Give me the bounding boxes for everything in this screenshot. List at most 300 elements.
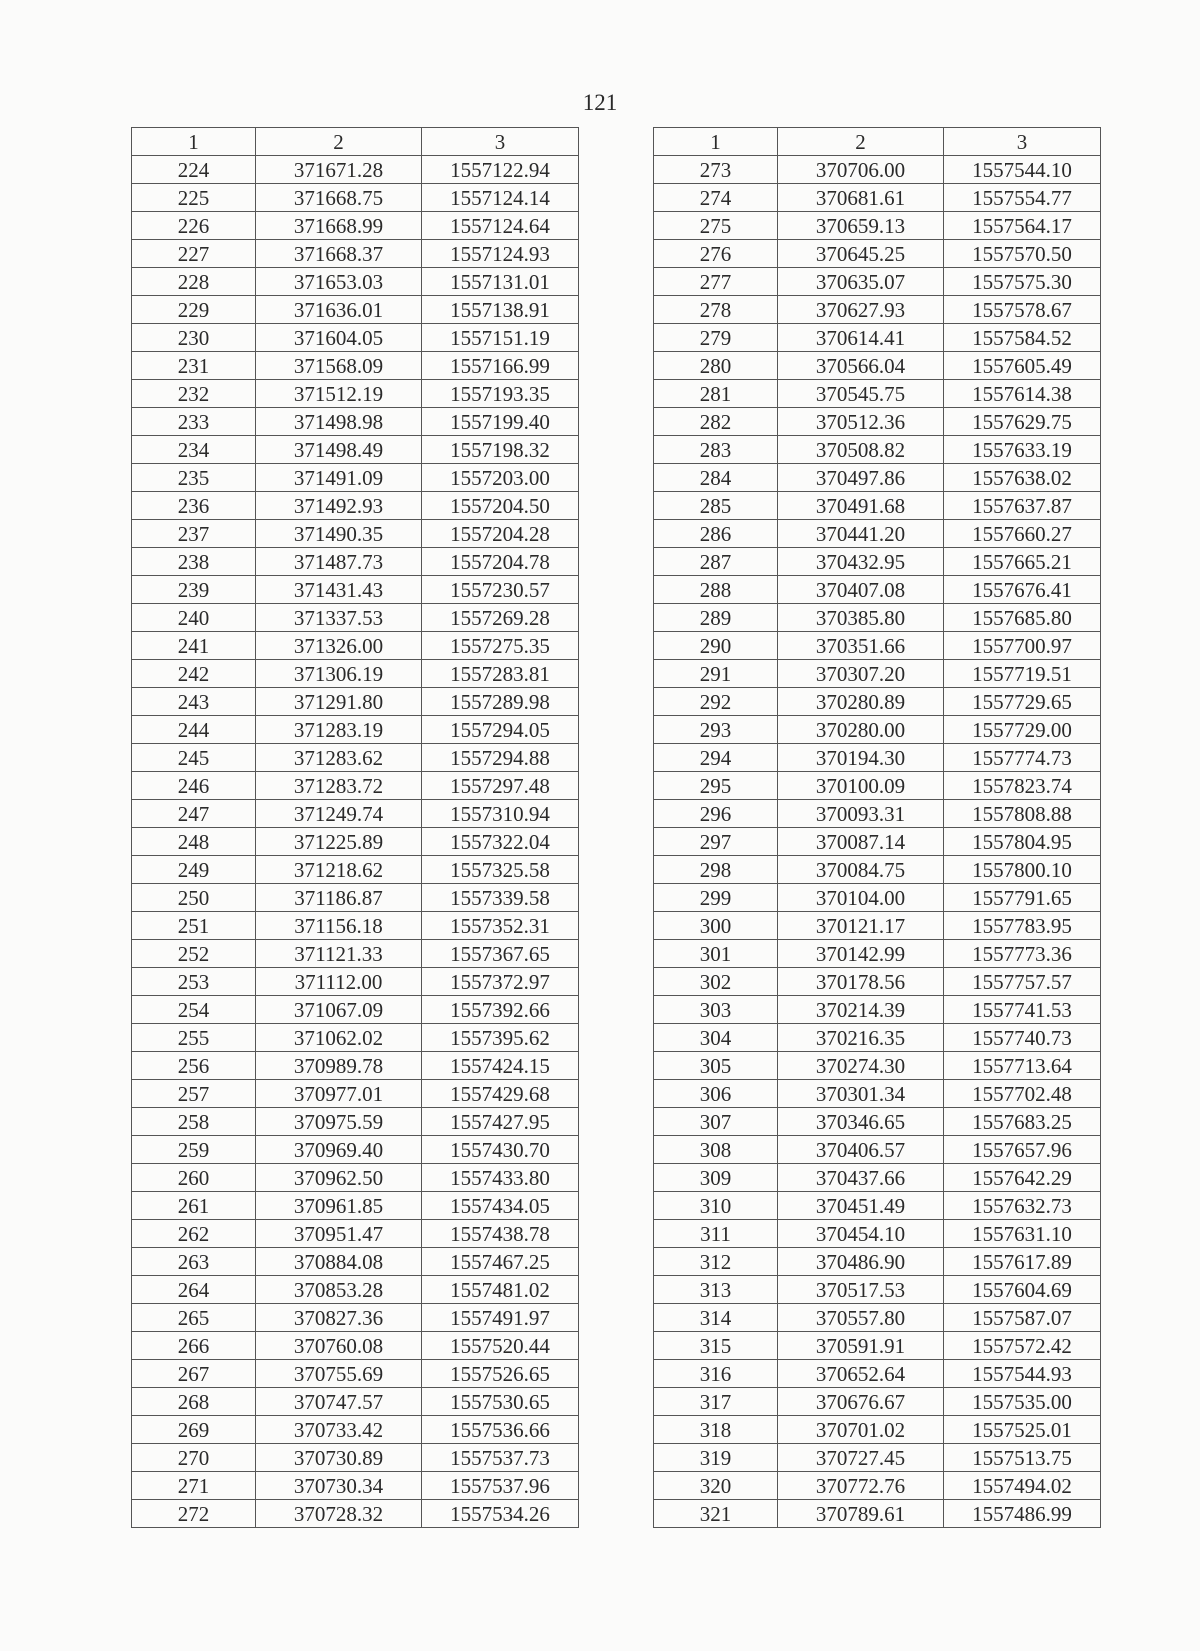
x-coordinate-cell: 371653.03 bbox=[256, 268, 422, 296]
y-coordinate-cell: 1557757.57 bbox=[944, 968, 1101, 996]
y-coordinate-cell: 1557637.87 bbox=[944, 492, 1101, 520]
table-row bbox=[132, 156, 579, 184]
y-coordinate-cell: 1557138.91 bbox=[422, 296, 579, 324]
y-coordinate-cell: 1557685.80 bbox=[944, 604, 1101, 632]
y-coordinate-cell: 1557198.32 bbox=[422, 436, 579, 464]
y-coordinate-cell: 1557481.02 bbox=[422, 1276, 579, 1304]
y-coordinate-cell: 1557544.10 bbox=[944, 156, 1101, 184]
point-number-cell: 289 bbox=[654, 604, 778, 632]
table-row bbox=[132, 604, 579, 632]
point-number-cell: 277 bbox=[654, 268, 778, 296]
x-coordinate-cell: 370557.80 bbox=[778, 1304, 944, 1332]
y-coordinate-cell: 1557774.73 bbox=[944, 744, 1101, 772]
table-row bbox=[132, 268, 579, 296]
y-coordinate-cell: 1557325.58 bbox=[422, 856, 579, 884]
table-row bbox=[132, 800, 579, 828]
x-coordinate-cell: 370441.20 bbox=[778, 520, 944, 548]
table-row bbox=[132, 324, 579, 352]
x-coordinate-cell: 370728.32 bbox=[256, 1500, 422, 1528]
point-number-cell: 257 bbox=[132, 1080, 256, 1108]
point-number-cell: 287 bbox=[654, 548, 778, 576]
y-coordinate-cell: 1557544.93 bbox=[944, 1360, 1101, 1388]
x-coordinate-cell: 370351.66 bbox=[778, 632, 944, 660]
point-number-cell: 244 bbox=[132, 716, 256, 744]
table-row bbox=[654, 1304, 1101, 1332]
table-row bbox=[654, 1248, 1101, 1276]
x-coordinate-cell: 370432.95 bbox=[778, 548, 944, 576]
point-number-cell: 260 bbox=[132, 1164, 256, 1192]
x-coordinate-cell: 370084.75 bbox=[778, 856, 944, 884]
point-number-cell: 286 bbox=[654, 520, 778, 548]
point-number-cell: 243 bbox=[132, 688, 256, 716]
table-row bbox=[132, 660, 579, 688]
table-row bbox=[654, 1360, 1101, 1388]
x-coordinate-cell: 371337.53 bbox=[256, 604, 422, 632]
y-coordinate-cell: 1557537.73 bbox=[422, 1444, 579, 1472]
y-coordinate-cell: 1557604.69 bbox=[944, 1276, 1101, 1304]
y-coordinate-cell: 1557700.97 bbox=[944, 632, 1101, 660]
y-coordinate-cell: 1557584.52 bbox=[944, 324, 1101, 352]
y-coordinate-cell: 1557124.64 bbox=[422, 212, 579, 240]
column-header: 2 bbox=[778, 128, 944, 156]
y-coordinate-cell: 1557564.17 bbox=[944, 212, 1101, 240]
x-coordinate-cell: 371306.19 bbox=[256, 660, 422, 688]
table-row bbox=[654, 772, 1101, 800]
table-header-row bbox=[654, 128, 1101, 156]
y-coordinate-cell: 1557525.01 bbox=[944, 1416, 1101, 1444]
table-row bbox=[132, 1416, 579, 1444]
point-number-cell: 225 bbox=[132, 184, 256, 212]
x-coordinate-cell: 370274.30 bbox=[778, 1052, 944, 1080]
table-row bbox=[654, 660, 1101, 688]
point-number-cell: 274 bbox=[654, 184, 778, 212]
table-row bbox=[132, 856, 579, 884]
x-coordinate-cell: 371186.87 bbox=[256, 884, 422, 912]
y-coordinate-cell: 1557486.99 bbox=[944, 1500, 1101, 1528]
point-number-cell: 233 bbox=[132, 408, 256, 436]
point-number-cell: 226 bbox=[132, 212, 256, 240]
x-coordinate-cell: 370676.67 bbox=[778, 1388, 944, 1416]
point-number-cell: 231 bbox=[132, 352, 256, 380]
point-number-cell: 266 bbox=[132, 1332, 256, 1360]
y-coordinate-cell: 1557537.96 bbox=[422, 1472, 579, 1500]
table-row bbox=[132, 1332, 579, 1360]
point-number-cell: 311 bbox=[654, 1220, 778, 1248]
x-coordinate-cell: 370853.28 bbox=[256, 1276, 422, 1304]
point-number-cell: 249 bbox=[132, 856, 256, 884]
table-row bbox=[132, 1192, 579, 1220]
y-coordinate-cell: 1557429.68 bbox=[422, 1080, 579, 1108]
x-coordinate-cell: 370545.75 bbox=[778, 380, 944, 408]
table-row bbox=[132, 184, 579, 212]
y-coordinate-cell: 1557520.44 bbox=[422, 1332, 579, 1360]
x-coordinate-cell: 371062.02 bbox=[256, 1024, 422, 1052]
x-coordinate-cell: 371326.00 bbox=[256, 632, 422, 660]
table-row bbox=[654, 968, 1101, 996]
x-coordinate-cell: 371668.99 bbox=[256, 212, 422, 240]
y-coordinate-cell: 1557151.19 bbox=[422, 324, 579, 352]
x-coordinate-cell: 371283.72 bbox=[256, 772, 422, 800]
table-row bbox=[654, 268, 1101, 296]
table-row bbox=[132, 548, 579, 576]
y-coordinate-cell: 1557193.35 bbox=[422, 380, 579, 408]
y-coordinate-cell: 1557166.99 bbox=[422, 352, 579, 380]
point-number-cell: 237 bbox=[132, 520, 256, 548]
point-number-cell: 239 bbox=[132, 576, 256, 604]
table-row bbox=[132, 352, 579, 380]
x-coordinate-cell: 370451.49 bbox=[778, 1192, 944, 1220]
table-row bbox=[132, 996, 579, 1024]
y-coordinate-cell: 1557427.95 bbox=[422, 1108, 579, 1136]
point-number-cell: 268 bbox=[132, 1388, 256, 1416]
table-row bbox=[654, 828, 1101, 856]
y-coordinate-cell: 1557535.00 bbox=[944, 1388, 1101, 1416]
y-coordinate-cell: 1557204.50 bbox=[422, 492, 579, 520]
y-coordinate-cell: 1557800.10 bbox=[944, 856, 1101, 884]
y-coordinate-cell: 1557536.66 bbox=[422, 1416, 579, 1444]
point-number-cell: 275 bbox=[654, 212, 778, 240]
point-number-cell: 234 bbox=[132, 436, 256, 464]
table-row bbox=[654, 576, 1101, 604]
y-coordinate-cell: 1557294.88 bbox=[422, 744, 579, 772]
point-number-cell: 271 bbox=[132, 1472, 256, 1500]
point-number-cell: 236 bbox=[132, 492, 256, 520]
y-coordinate-cell: 1557122.94 bbox=[422, 156, 579, 184]
x-coordinate-cell: 371498.49 bbox=[256, 436, 422, 464]
point-number-cell: 283 bbox=[654, 436, 778, 464]
y-coordinate-cell: 1557676.41 bbox=[944, 576, 1101, 604]
point-number-cell: 290 bbox=[654, 632, 778, 660]
table-row bbox=[654, 1164, 1101, 1192]
x-coordinate-cell: 370491.68 bbox=[778, 492, 944, 520]
x-coordinate-cell: 370975.59 bbox=[256, 1108, 422, 1136]
y-coordinate-cell: 1557289.98 bbox=[422, 688, 579, 716]
x-coordinate-cell: 370486.90 bbox=[778, 1248, 944, 1276]
x-coordinate-cell: 370635.07 bbox=[778, 268, 944, 296]
table-row bbox=[654, 996, 1101, 1024]
table-row bbox=[132, 1276, 579, 1304]
point-number-cell: 310 bbox=[654, 1192, 778, 1220]
y-coordinate-cell: 1557491.97 bbox=[422, 1304, 579, 1332]
y-coordinate-cell: 1557791.65 bbox=[944, 884, 1101, 912]
point-number-cell: 301 bbox=[654, 940, 778, 968]
table-row bbox=[132, 464, 579, 492]
table-row bbox=[654, 688, 1101, 716]
point-number-cell: 262 bbox=[132, 1220, 256, 1248]
y-coordinate-cell: 1557534.26 bbox=[422, 1500, 579, 1528]
table-row bbox=[654, 1416, 1101, 1444]
x-coordinate-cell: 370406.57 bbox=[778, 1136, 944, 1164]
point-number-cell: 316 bbox=[654, 1360, 778, 1388]
x-coordinate-cell: 371067.09 bbox=[256, 996, 422, 1024]
x-coordinate-cell: 370961.85 bbox=[256, 1192, 422, 1220]
y-coordinate-cell: 1557632.73 bbox=[944, 1192, 1101, 1220]
y-coordinate-cell: 1557269.28 bbox=[422, 604, 579, 632]
table-row bbox=[654, 520, 1101, 548]
point-number-cell: 252 bbox=[132, 940, 256, 968]
table-row bbox=[654, 1472, 1101, 1500]
table-row bbox=[654, 884, 1101, 912]
y-coordinate-cell: 1557572.42 bbox=[944, 1332, 1101, 1360]
y-coordinate-cell: 1557605.49 bbox=[944, 352, 1101, 380]
point-number-cell: 241 bbox=[132, 632, 256, 660]
table-row bbox=[654, 800, 1101, 828]
table-row bbox=[132, 772, 579, 800]
table-row bbox=[132, 1248, 579, 1276]
point-number-cell: 272 bbox=[132, 1500, 256, 1528]
table-row bbox=[654, 408, 1101, 436]
x-coordinate-cell: 370730.34 bbox=[256, 1472, 422, 1500]
y-coordinate-cell: 1557808.88 bbox=[944, 800, 1101, 828]
y-coordinate-cell: 1557587.07 bbox=[944, 1304, 1101, 1332]
point-number-cell: 284 bbox=[654, 464, 778, 492]
x-coordinate-cell: 370216.35 bbox=[778, 1024, 944, 1052]
point-number-cell: 294 bbox=[654, 744, 778, 772]
table-row bbox=[132, 380, 579, 408]
x-coordinate-cell: 370789.61 bbox=[778, 1500, 944, 1528]
point-number-cell: 279 bbox=[654, 324, 778, 352]
coordinates-table-left bbox=[131, 127, 579, 1528]
table-row bbox=[654, 436, 1101, 464]
table-row bbox=[654, 1192, 1101, 1220]
y-coordinate-cell: 1557199.40 bbox=[422, 408, 579, 436]
table-row bbox=[654, 1052, 1101, 1080]
point-number-cell: 263 bbox=[132, 1248, 256, 1276]
y-coordinate-cell: 1557823.74 bbox=[944, 772, 1101, 800]
point-number-cell: 227 bbox=[132, 240, 256, 268]
x-coordinate-cell: 370104.00 bbox=[778, 884, 944, 912]
y-coordinate-cell: 1557294.05 bbox=[422, 716, 579, 744]
column-header: 3 bbox=[944, 128, 1101, 156]
y-coordinate-cell: 1557124.93 bbox=[422, 240, 579, 268]
y-coordinate-cell: 1557530.65 bbox=[422, 1388, 579, 1416]
x-coordinate-cell: 371498.98 bbox=[256, 408, 422, 436]
column-header: 1 bbox=[132, 128, 256, 156]
point-number-cell: 321 bbox=[654, 1500, 778, 1528]
table-row bbox=[132, 1024, 579, 1052]
y-coordinate-cell: 1557339.58 bbox=[422, 884, 579, 912]
column-header: 1 bbox=[654, 128, 778, 156]
y-coordinate-cell: 1557570.50 bbox=[944, 240, 1101, 268]
point-number-cell: 282 bbox=[654, 408, 778, 436]
x-coordinate-cell: 371668.75 bbox=[256, 184, 422, 212]
x-coordinate-cell: 371668.37 bbox=[256, 240, 422, 268]
x-coordinate-cell: 370454.10 bbox=[778, 1220, 944, 1248]
point-number-cell: 270 bbox=[132, 1444, 256, 1472]
table-row bbox=[654, 184, 1101, 212]
point-number-cell: 246 bbox=[132, 772, 256, 800]
table-row bbox=[132, 744, 579, 772]
x-coordinate-cell: 370884.08 bbox=[256, 1248, 422, 1276]
x-coordinate-cell: 370733.42 bbox=[256, 1416, 422, 1444]
x-coordinate-cell: 370100.09 bbox=[778, 772, 944, 800]
table-row bbox=[654, 492, 1101, 520]
table-row bbox=[132, 576, 579, 604]
point-number-cell: 278 bbox=[654, 296, 778, 324]
y-coordinate-cell: 1557310.94 bbox=[422, 800, 579, 828]
point-number-cell: 314 bbox=[654, 1304, 778, 1332]
y-coordinate-cell: 1557773.36 bbox=[944, 940, 1101, 968]
table-row bbox=[132, 940, 579, 968]
y-coordinate-cell: 1557430.70 bbox=[422, 1136, 579, 1164]
column-header: 2 bbox=[256, 128, 422, 156]
y-coordinate-cell: 1557729.65 bbox=[944, 688, 1101, 716]
y-coordinate-cell: 1557434.05 bbox=[422, 1192, 579, 1220]
point-number-cell: 247 bbox=[132, 800, 256, 828]
x-coordinate-cell: 370307.20 bbox=[778, 660, 944, 688]
table-row bbox=[132, 1080, 579, 1108]
y-coordinate-cell: 1557741.53 bbox=[944, 996, 1101, 1024]
x-coordinate-cell: 370659.13 bbox=[778, 212, 944, 240]
y-coordinate-cell: 1557467.25 bbox=[422, 1248, 579, 1276]
table-row bbox=[654, 156, 1101, 184]
point-number-cell: 255 bbox=[132, 1024, 256, 1052]
point-number-cell: 291 bbox=[654, 660, 778, 688]
point-number-cell: 315 bbox=[654, 1332, 778, 1360]
x-coordinate-cell: 370627.93 bbox=[778, 296, 944, 324]
table-row bbox=[132, 436, 579, 464]
x-coordinate-cell: 370437.66 bbox=[778, 1164, 944, 1192]
table-row bbox=[132, 1108, 579, 1136]
table-row bbox=[654, 1136, 1101, 1164]
y-coordinate-cell: 1557631.10 bbox=[944, 1220, 1101, 1248]
point-number-cell: 238 bbox=[132, 548, 256, 576]
table-row bbox=[654, 296, 1101, 324]
point-number-cell: 259 bbox=[132, 1136, 256, 1164]
y-coordinate-cell: 1557124.14 bbox=[422, 184, 579, 212]
x-coordinate-cell: 370497.86 bbox=[778, 464, 944, 492]
y-coordinate-cell: 1557392.66 bbox=[422, 996, 579, 1024]
point-number-cell: 280 bbox=[654, 352, 778, 380]
coordinates-table-right bbox=[653, 127, 1101, 1528]
table-row bbox=[132, 1052, 579, 1080]
table-row bbox=[654, 352, 1101, 380]
table-row bbox=[654, 1108, 1101, 1136]
table-row bbox=[132, 296, 579, 324]
x-coordinate-cell: 371283.62 bbox=[256, 744, 422, 772]
y-coordinate-cell: 1557297.48 bbox=[422, 772, 579, 800]
x-coordinate-cell: 371121.33 bbox=[256, 940, 422, 968]
point-number-cell: 265 bbox=[132, 1304, 256, 1332]
x-coordinate-cell: 370706.00 bbox=[778, 156, 944, 184]
point-number-cell: 228 bbox=[132, 268, 256, 296]
point-number-cell: 288 bbox=[654, 576, 778, 604]
y-coordinate-cell: 1557230.57 bbox=[422, 576, 579, 604]
y-coordinate-cell: 1557322.04 bbox=[422, 828, 579, 856]
x-coordinate-cell: 370827.36 bbox=[256, 1304, 422, 1332]
y-coordinate-cell: 1557526.65 bbox=[422, 1360, 579, 1388]
point-number-cell: 293 bbox=[654, 716, 778, 744]
x-coordinate-cell: 371512.19 bbox=[256, 380, 422, 408]
y-coordinate-cell: 1557629.75 bbox=[944, 408, 1101, 436]
point-number-cell: 305 bbox=[654, 1052, 778, 1080]
y-coordinate-cell: 1557578.67 bbox=[944, 296, 1101, 324]
point-number-cell: 269 bbox=[132, 1416, 256, 1444]
table-row bbox=[654, 548, 1101, 576]
point-number-cell: 297 bbox=[654, 828, 778, 856]
x-coordinate-cell: 370614.41 bbox=[778, 324, 944, 352]
x-coordinate-cell: 370508.82 bbox=[778, 436, 944, 464]
x-coordinate-cell: 370701.02 bbox=[778, 1416, 944, 1444]
y-coordinate-cell: 1557660.27 bbox=[944, 520, 1101, 548]
x-coordinate-cell: 370517.53 bbox=[778, 1276, 944, 1304]
point-number-cell: 281 bbox=[654, 380, 778, 408]
point-number-cell: 261 bbox=[132, 1192, 256, 1220]
table-row bbox=[132, 688, 579, 716]
table-row bbox=[132, 212, 579, 240]
y-coordinate-cell: 1557275.35 bbox=[422, 632, 579, 660]
x-coordinate-cell: 370747.57 bbox=[256, 1388, 422, 1416]
point-number-cell: 303 bbox=[654, 996, 778, 1024]
table-row bbox=[132, 1304, 579, 1332]
point-number-cell: 300 bbox=[654, 912, 778, 940]
x-coordinate-cell: 370977.01 bbox=[256, 1080, 422, 1108]
y-coordinate-cell: 1557617.89 bbox=[944, 1248, 1101, 1276]
y-coordinate-cell: 1557424.15 bbox=[422, 1052, 579, 1080]
table-row bbox=[654, 240, 1101, 268]
x-coordinate-cell: 371492.93 bbox=[256, 492, 422, 520]
table-row bbox=[654, 856, 1101, 884]
y-coordinate-cell: 1557204.78 bbox=[422, 548, 579, 576]
point-number-cell: 250 bbox=[132, 884, 256, 912]
y-coordinate-cell: 1557372.97 bbox=[422, 968, 579, 996]
point-number-cell: 308 bbox=[654, 1136, 778, 1164]
y-coordinate-cell: 1557433.80 bbox=[422, 1164, 579, 1192]
point-number-cell: 256 bbox=[132, 1052, 256, 1080]
x-coordinate-cell: 370760.08 bbox=[256, 1332, 422, 1360]
y-coordinate-cell: 1557657.96 bbox=[944, 1136, 1101, 1164]
point-number-cell: 273 bbox=[654, 156, 778, 184]
x-coordinate-cell: 371431.43 bbox=[256, 576, 422, 604]
x-coordinate-cell: 370121.17 bbox=[778, 912, 944, 940]
y-coordinate-cell: 1557614.38 bbox=[944, 380, 1101, 408]
x-coordinate-cell: 370280.00 bbox=[778, 716, 944, 744]
x-coordinate-cell: 370178.56 bbox=[778, 968, 944, 996]
y-coordinate-cell: 1557203.00 bbox=[422, 464, 579, 492]
point-number-cell: 235 bbox=[132, 464, 256, 492]
table-row bbox=[132, 492, 579, 520]
table-row bbox=[654, 380, 1101, 408]
table-row bbox=[654, 912, 1101, 940]
table-row bbox=[654, 1444, 1101, 1472]
x-coordinate-cell: 370407.08 bbox=[778, 576, 944, 604]
x-coordinate-cell: 370566.04 bbox=[778, 352, 944, 380]
y-coordinate-cell: 1557395.62 bbox=[422, 1024, 579, 1052]
point-number-cell: 299 bbox=[654, 884, 778, 912]
table-row bbox=[132, 1360, 579, 1388]
point-number-cell: 230 bbox=[132, 324, 256, 352]
table-row bbox=[132, 1500, 579, 1528]
table-row bbox=[654, 716, 1101, 744]
y-coordinate-cell: 1557642.29 bbox=[944, 1164, 1101, 1192]
table-row bbox=[132, 1472, 579, 1500]
point-number-cell: 292 bbox=[654, 688, 778, 716]
table-row bbox=[132, 1444, 579, 1472]
table-row bbox=[132, 884, 579, 912]
x-coordinate-cell: 371112.00 bbox=[256, 968, 422, 996]
x-coordinate-cell: 370087.14 bbox=[778, 828, 944, 856]
table-row bbox=[654, 464, 1101, 492]
x-coordinate-cell: 370951.47 bbox=[256, 1220, 422, 1248]
table-row bbox=[654, 604, 1101, 632]
point-number-cell: 253 bbox=[132, 968, 256, 996]
x-coordinate-cell: 371636.01 bbox=[256, 296, 422, 324]
x-coordinate-cell: 371604.05 bbox=[256, 324, 422, 352]
x-coordinate-cell: 370969.40 bbox=[256, 1136, 422, 1164]
y-coordinate-cell: 1557633.19 bbox=[944, 436, 1101, 464]
x-coordinate-cell: 370962.50 bbox=[256, 1164, 422, 1192]
y-coordinate-cell: 1557719.51 bbox=[944, 660, 1101, 688]
